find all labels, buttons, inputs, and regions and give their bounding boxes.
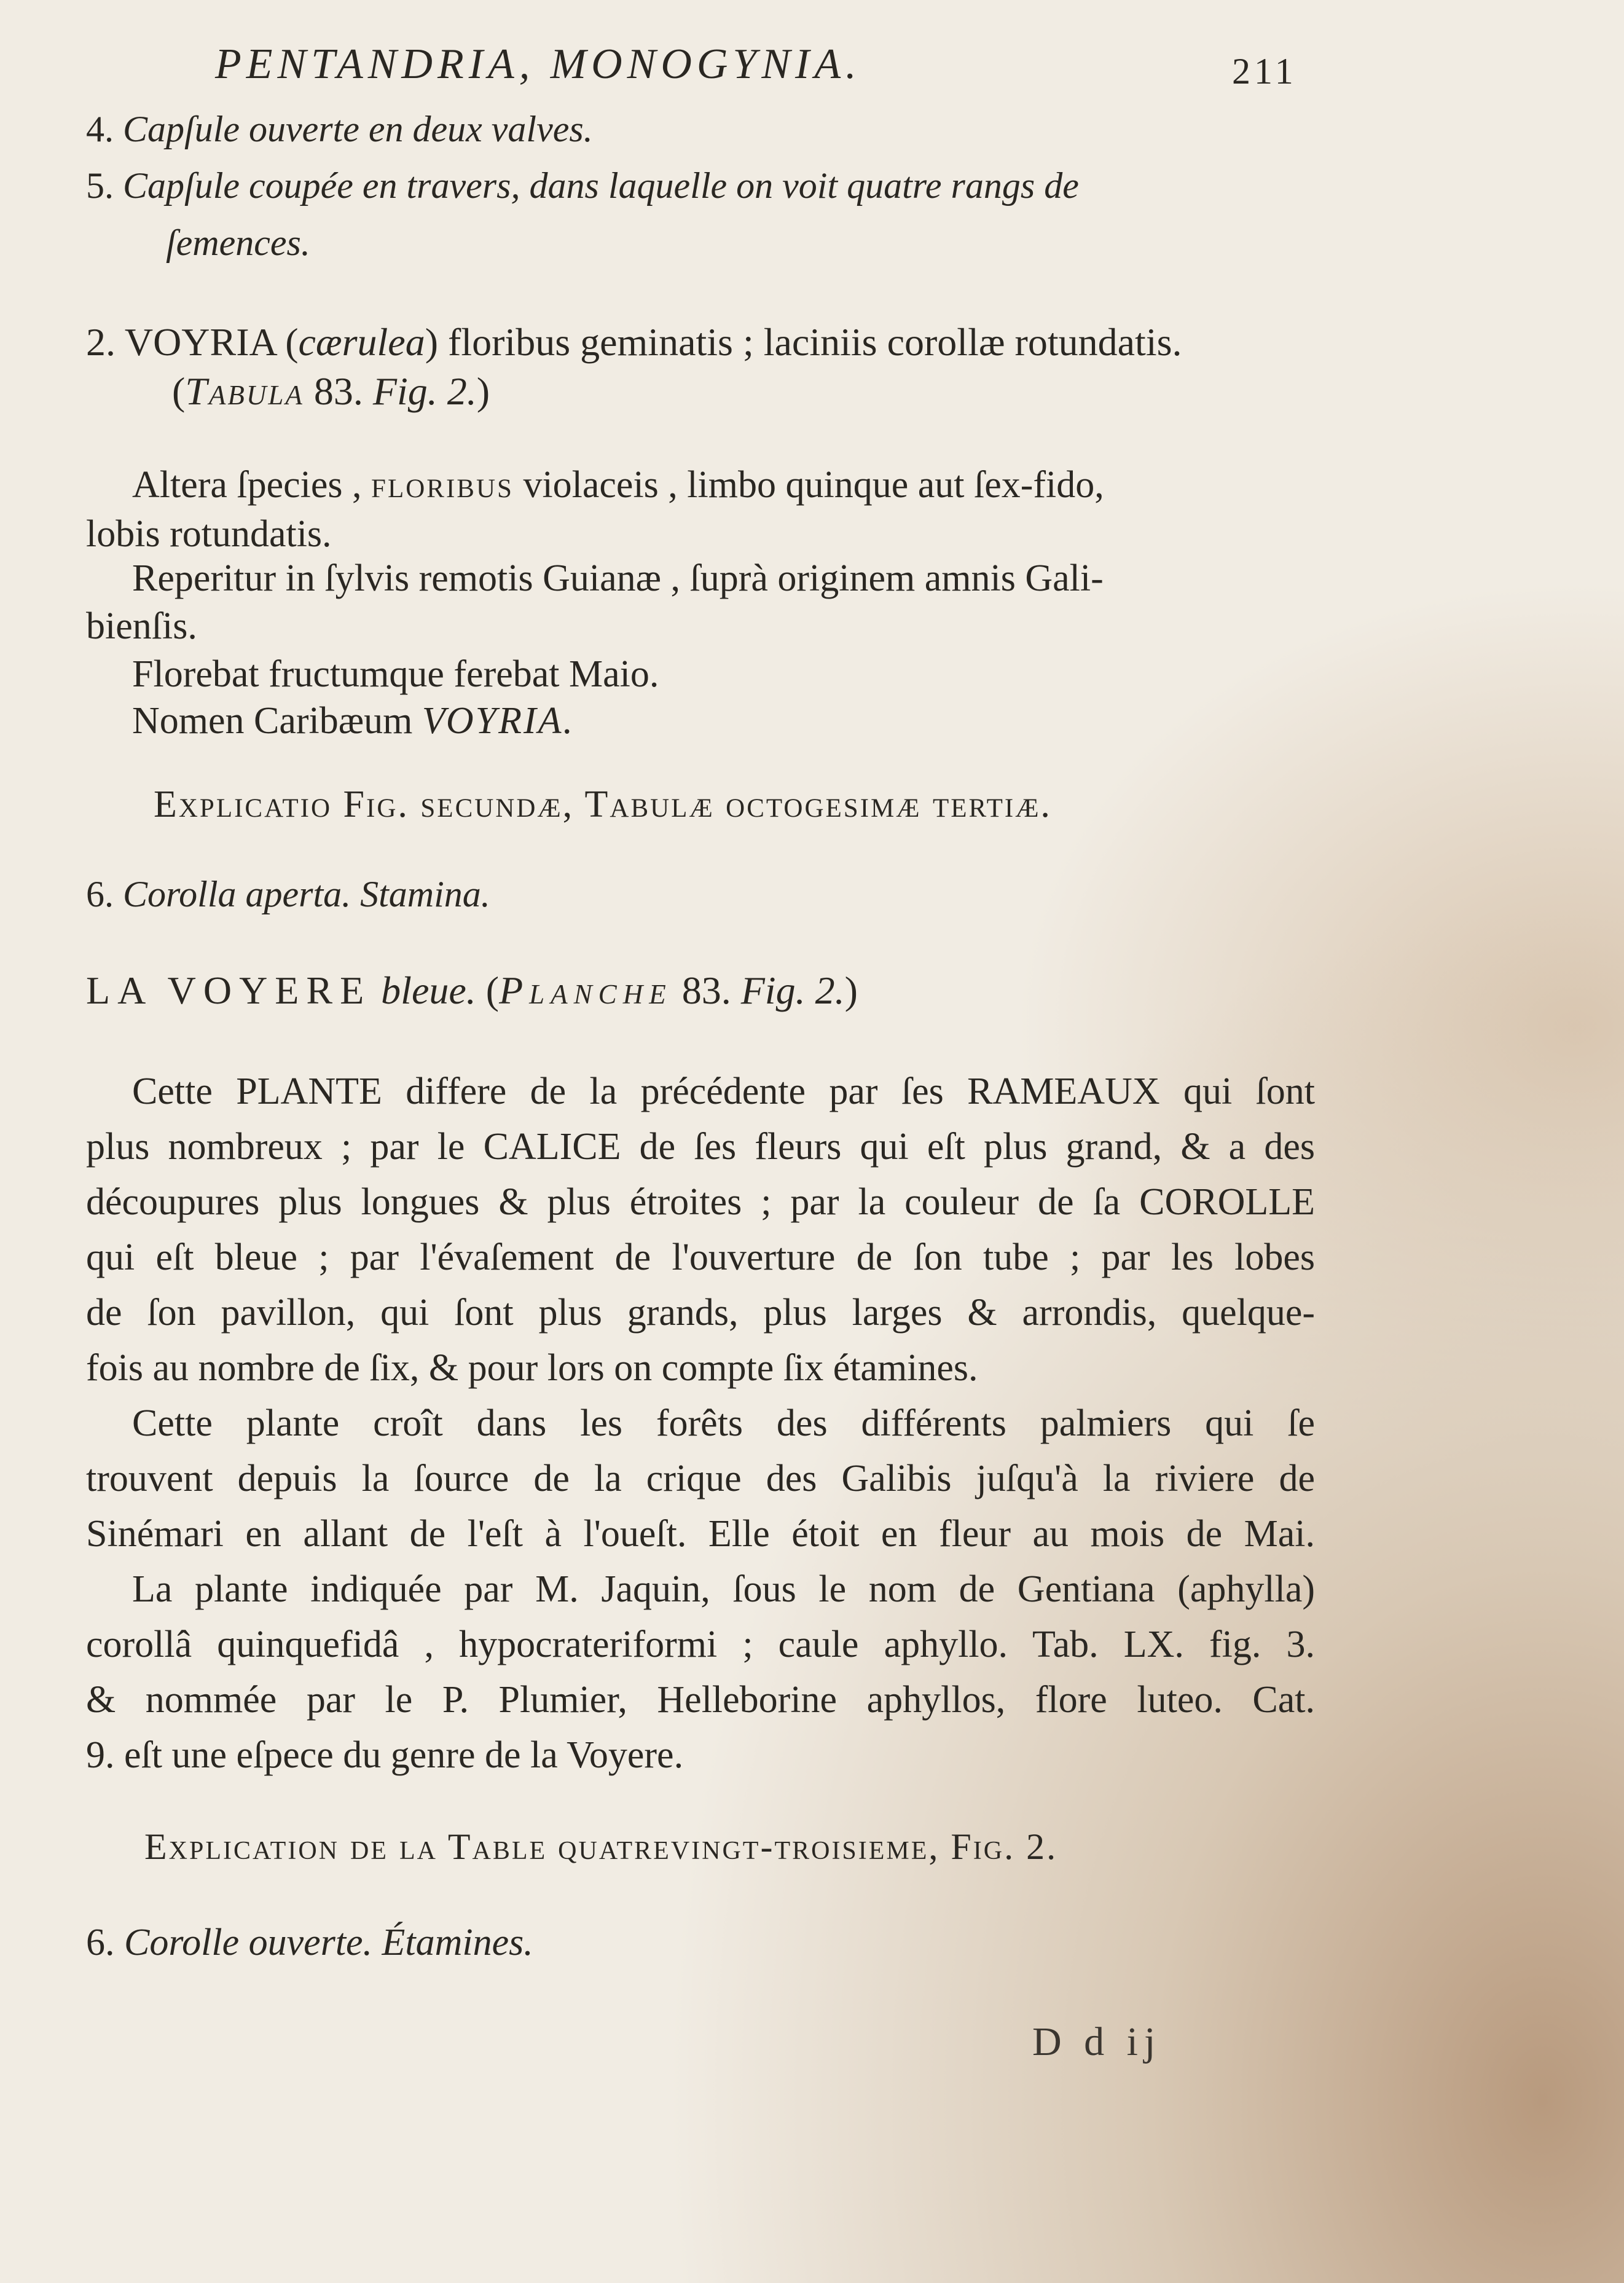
fr-p1-line6: fois au nombre de ſix, & pour lors on compte ſix étamines. <box>86 1347 978 1389</box>
french-name: LA VOYERE <box>86 969 372 1012</box>
species-entry: 2. VOYRIA (cærulea) floribus geminatis ; laciniis corollæ rotundatis. <box>86 320 1182 364</box>
text: Altera ſpecies , <box>132 464 362 506</box>
fr-p3-line4: 9. eſt une eſpece du genre de la Voyere. <box>86 1734 684 1776</box>
latin-para-1-cont: lobis rotundatis. <box>86 513 332 555</box>
latin-para-2: Reperitur in ſylvis remotis Guianæ , ſuprà originem amnis Gali- <box>132 557 1104 599</box>
fr-p1-line4: qui eſt bleue ; par l'évaſement de l'ouverture de ſon tube ; par les lobes <box>86 1236 1315 1278</box>
latin-explanation-heading: Explicatio Fig. secundæ, Tabulæ octogesimæ tertiæ. <box>154 784 1052 825</box>
species-epithet: cærulea <box>298 320 425 364</box>
ref-number: 83. <box>681 969 731 1012</box>
latin-para-3: Florebat fructumque ferebat Maio. <box>132 653 659 695</box>
fr-p2-line2: trouvent depuis la ſource de la crique des Galibis juſqu'à la riviere de <box>86 1458 1315 1499</box>
species-diagnosis: floribus geminatis ; laciniis corollæ rotundatis. <box>448 320 1182 364</box>
fr-p1-line2: plus nombreux ; par le CALICE de ſes fleurs qui eſt plus grand, & a des <box>86 1126 1315 1168</box>
fr-p3-line2: corollâ quinquefidâ , hypocrateriformi ; caule aphyllo. Tab. LX. fig. 3. <box>86 1624 1315 1665</box>
ref-fig: Fig. 2. <box>740 969 845 1012</box>
ref-close: ) <box>844 969 858 1012</box>
item-number: 6. <box>86 1922 115 1963</box>
latin-para-1 <box>132 466 1104 504</box>
note-number: 4. <box>86 109 114 149</box>
french-explanation-item <box>86 1923 533 1962</box>
figure-note-5 <box>86 167 1079 204</box>
note-number: 5. <box>86 165 114 206</box>
latin-para-4 <box>132 702 575 740</box>
fr-p2-line1: Cette plante croît dans les forêts des différents palmiers qui ſe <box>132 1402 1315 1444</box>
item-text: Corolle ouverte. Étamines. <box>124 1922 533 1963</box>
figure-note-5-cont: ſemences. <box>166 222 310 263</box>
ref-fig: Fig. 2. <box>372 369 477 413</box>
fr-p1-line5: de ſon pavillon, qui ſont plus grands, plus larges & arrondis, quelque- <box>86 1292 1315 1334</box>
page-number: 211 <box>1232 51 1297 92</box>
species-plate-ref <box>172 369 490 413</box>
french-explanation-heading: Explication de la Table quatrevingt-troisieme, Fig. 2. <box>144 1826 1058 1867</box>
ref-tabula: Tabula <box>185 369 304 413</box>
smallcaps-term: floribus <box>371 464 514 506</box>
text: violaceis , limbo quinque aut ſex-fido, <box>523 464 1104 506</box>
fr-p1-line3: découpures plus longues & plus étroites ; par la couleur de ſa COROLLE <box>86 1181 1315 1223</box>
item-number: 6. <box>86 874 114 914</box>
fr-p3-line1: La plante indiquée par M. Jaquin, ſous le nom de Gentiana (aphylla) <box>132 1568 1315 1610</box>
ref-number: 83. <box>313 369 363 413</box>
ref-planche: Planche <box>499 969 672 1012</box>
running-title: PENTANDRIA, MONOGYNIA. <box>215 41 861 88</box>
note-text: Capſule coupée en travers, dans laquelle on voit quatre rangs de <box>123 165 1079 206</box>
signature-mark: D d ij <box>1032 2019 1162 2064</box>
ref-open: ( <box>172 369 186 413</box>
fr-p1-line1: Cette PLANTE differe de la précédente par ſes RAMEAUX qui ſont <box>132 1071 1315 1112</box>
ref-close: ) <box>476 369 490 413</box>
species-number: 2. <box>86 320 116 364</box>
french-epithet: bleue. <box>381 969 476 1012</box>
genus-name: VOYRIA <box>124 320 276 364</box>
ref-open: ( <box>485 969 500 1012</box>
fr-p2-line3: Sinémari en allant de l'eſt à l'oueſt. Elle étoit en fleur au mois de Mai. <box>86 1513 1315 1555</box>
latin-para-2-cont: bienſis. <box>86 605 197 647</box>
latin-explanation-item <box>86 876 490 913</box>
french-title <box>86 971 858 1010</box>
item-text: Corolla aperta. Stamina. <box>123 874 490 914</box>
note-text: Capſule ouverte en deux valves. <box>123 109 593 149</box>
figure-note-4 <box>86 111 593 147</box>
text: Nomen Caribæum <box>132 700 413 742</box>
fr-p3-line3: & nommée par le P. Plumier, Helleborine aphyllos, flore luteo. Cat. <box>86 1679 1315 1721</box>
italic-name: VOYRIA. <box>422 700 575 742</box>
